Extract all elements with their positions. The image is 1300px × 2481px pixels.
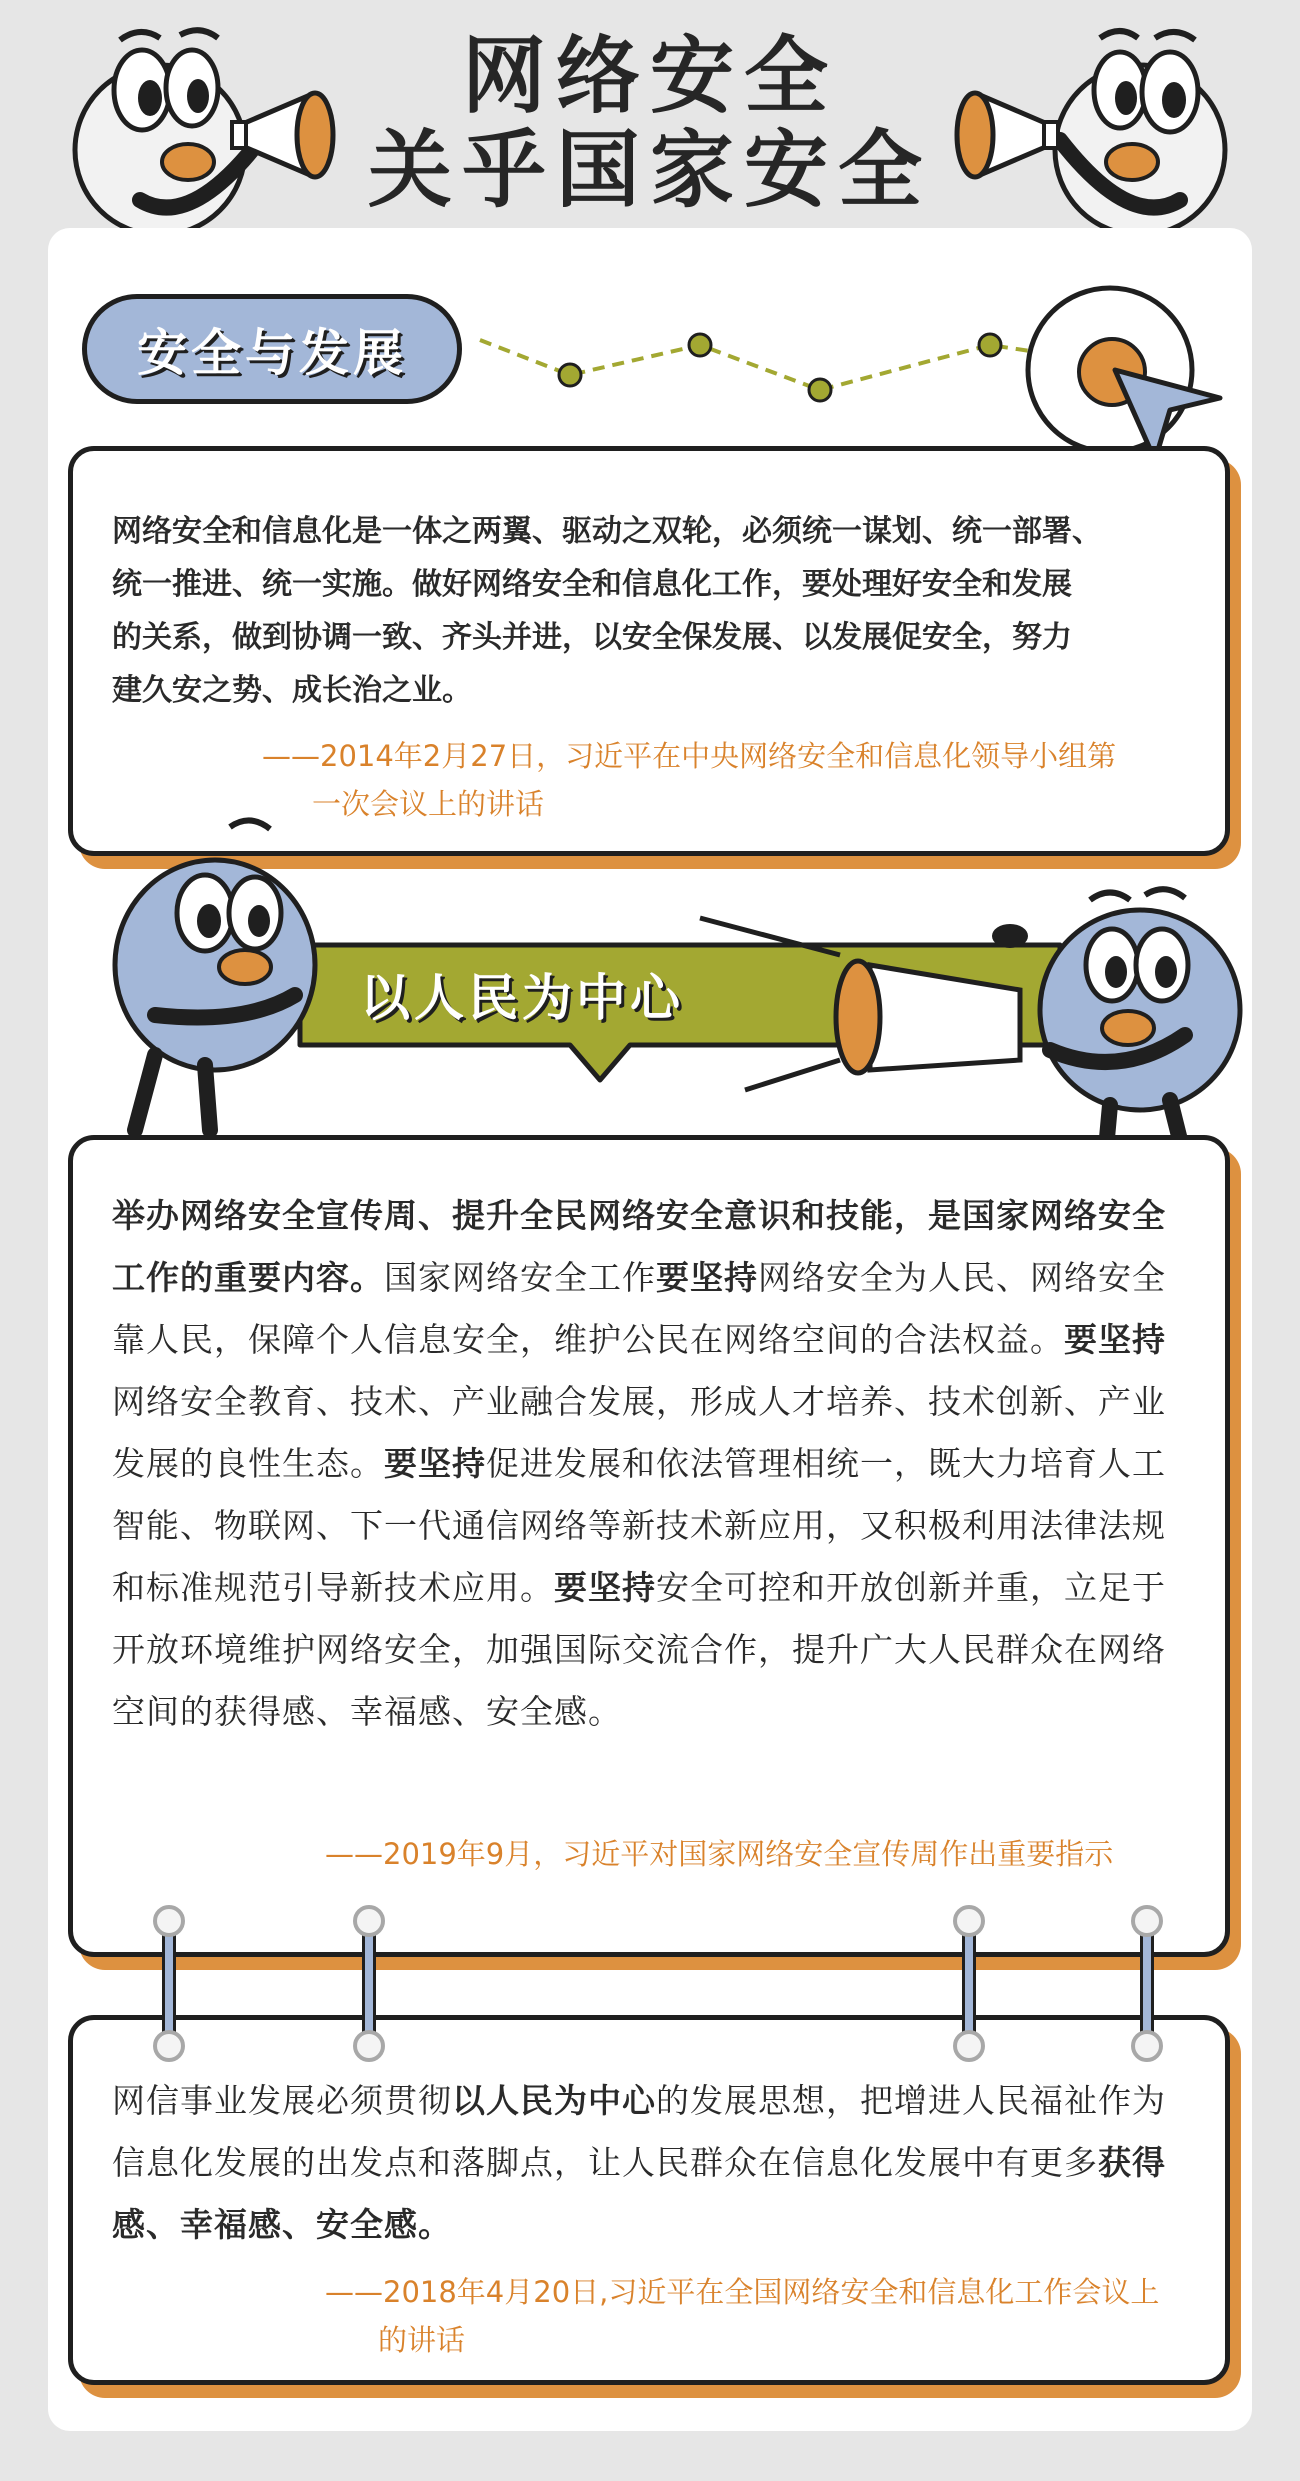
- card3-seg-1: 以人民为中心: [452, 2081, 656, 2120]
- card2-seg-9: 安全可控和开放创新并重，立足于开放环境维护网络安全，加强国际交流合作，提升广大人民群众在网络空间的获得感、幸福感、安全感。: [112, 1568, 1166, 1731]
- card2-body: [112, 1185, 1192, 1743]
- binder-ring-1: [153, 1905, 185, 1937]
- binder-ring-5: [153, 2030, 185, 2062]
- card1-source-line-2: 一次会议上的讲话: [312, 787, 545, 821]
- card1-line-3: 的关系，做到协调一致、齐头并进，以安全保发展、以发展促安全，努力: [112, 620, 1072, 655]
- card2-seg-8: 要坚持: [554, 1568, 656, 1607]
- card2-seg-6: 要坚持: [384, 1444, 486, 1483]
- card3-seg-2: 的发展思想，把增进人民福祉作为信息化发展的出发点和落脚点，让人民群众在信息化发展中有更多: [112, 2081, 1166, 2182]
- card3-source-line-1: ——2018年4月20日,习近平在全国网络安全和信息化工作会议上: [325, 2275, 1160, 2309]
- card3-seg-3: 获得感、幸福感、安全感。: [112, 2143, 1166, 2244]
- megaphone-icon-left: [230, 80, 360, 190]
- megaphone-icon-banner: [690, 900, 1070, 1100]
- card3-seg-0: 网信事业发展必须贯彻: [112, 2081, 452, 2120]
- card2-seg-5: 网络安全教育、技术、产业融合发展，形成人才培养、技术创新、产业发展的良性生态。: [112, 1382, 1166, 1483]
- card2-seg-7: 促进发展和依法管理相统一，既大力培育人工智能、物联网、下一代通信网络等新技术新应用，又积极利用法律法规和标准规范引导新技术应用。: [112, 1444, 1166, 1607]
- card2-seg-2: 要坚持: [656, 1258, 758, 1297]
- card3-source-line-2: 的讲话: [378, 2323, 466, 2357]
- binder-ring-8: [1131, 2030, 1163, 2062]
- card2-seg-1: 国家网络安全工作: [384, 1258, 656, 1297]
- card2-source: ——2019年9月，习近平对国家网络安全宣传周作出重要指示: [325, 1837, 1114, 1871]
- card3-body: [112, 2070, 1192, 2256]
- card1-line-1: 网络安全和信息化是一体之两翼、驱动之双轮，必须统一谋划、统一部署、: [112, 514, 1102, 549]
- card1-line-2: 统一推进、统一实施。做好网络安全和信息化工作，要处理好安全和发展: [112, 567, 1072, 602]
- binder-ring-6: [353, 2030, 385, 2062]
- section-label-people-centered: 以人民为中心: [360, 969, 684, 1027]
- cartoon-character-blue-left: [95, 815, 335, 1145]
- megaphone-icon-right: [930, 80, 1060, 190]
- binder-ring-4: [1131, 1905, 1163, 1937]
- binder-ring-2: [353, 1905, 385, 1937]
- card2-seg-0: 举办网络安全宣传周、提升全民网络安全意识和技能，是国家网络安全工作的重要内容。: [112, 1196, 1166, 1297]
- section-label-security-development: 安全与发展: [82, 294, 462, 404]
- binder-ring-7: [953, 2030, 985, 2062]
- card2-seg-3: 网络安全为人民、网络安全靠人民，保障个人信息安全，维护公民在网络空间的合法权益。: [112, 1258, 1166, 1359]
- cartoon-character-blue-right: [1020, 880, 1260, 1170]
- page-title-line1: 网络安全: [461, 27, 838, 125]
- card2-seg-4: 要坚持: [1064, 1320, 1166, 1359]
- page-title-line2: 关乎国家安全: [367, 121, 932, 219]
- card1-line-4: 建久安之势、成长治之业。: [112, 673, 472, 708]
- card1-source-line-1: ——2014年2月27日，习近平在中央网络安全和信息化领导小组第: [262, 739, 1117, 773]
- binder-ring-3: [953, 1905, 985, 1937]
